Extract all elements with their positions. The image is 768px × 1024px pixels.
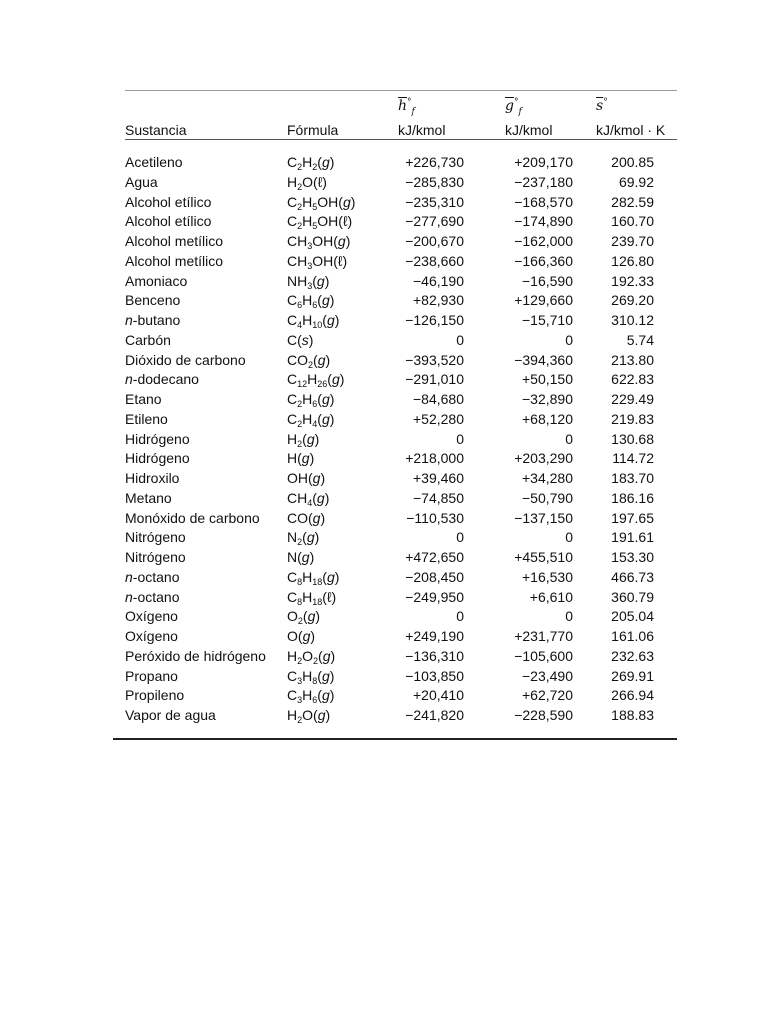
substance-name: Alcohol etílico bbox=[125, 193, 212, 210]
substance-name: Benceno bbox=[125, 292, 181, 309]
gibbs-value: −15,710 bbox=[522, 312, 573, 328]
chemical-formula: OH(g) bbox=[287, 470, 326, 486]
entropy-value: 239.70 bbox=[611, 233, 654, 249]
table-row bbox=[0, 509, 768, 529]
substance-name: n-dodecano bbox=[125, 371, 199, 388]
gibbs-value: +34,280 bbox=[522, 470, 573, 486]
table-row bbox=[0, 370, 768, 390]
table-row bbox=[0, 311, 768, 331]
substance-name: Alcohol metílico bbox=[125, 252, 224, 269]
enthalpy-value: −249,950 bbox=[405, 588, 464, 605]
header-enthalpy-unit: kJ/kmol bbox=[398, 122, 446, 138]
gibbs-value: +455,510 bbox=[514, 549, 573, 565]
entropy-value: 282.59 bbox=[611, 193, 654, 210]
header-rule bbox=[125, 139, 677, 140]
header-entropy-unit: kJ/kmol · K bbox=[596, 122, 666, 138]
gibbs-value: +50,150 bbox=[522, 371, 573, 388]
chemical-formula: O(g) bbox=[287, 628, 316, 644]
gibbs-value: −162,000 bbox=[514, 233, 573, 249]
substance-name: Peróxido de hidrógeno bbox=[125, 647, 266, 664]
substance-name: Nitrógeno bbox=[125, 529, 186, 546]
entropy-value: 126.80 bbox=[611, 252, 654, 269]
gibbs-value: +62,720 bbox=[522, 687, 573, 704]
gibbs-value: −16,590 bbox=[522, 272, 573, 289]
chemical-formula: $C_3H_6(g)$ bbox=[287, 687, 335, 706]
entropy-value: 5.74 bbox=[626, 331, 654, 348]
chemical-formula: $CO_2(g)$ bbox=[287, 351, 331, 370]
gibbs-value: −50,790 bbox=[522, 489, 573, 506]
gibbs-value: 0 bbox=[565, 331, 573, 348]
table-body bbox=[0, 153, 768, 726]
gibbs-value: −228,590 bbox=[514, 707, 573, 723]
substance-name: Oxígeno bbox=[125, 628, 178, 644]
enthalpy-value: −241,820 bbox=[405, 707, 464, 723]
enthalpy-value: −103,850 bbox=[405, 667, 464, 684]
enthalpy-value: +472,650 bbox=[405, 549, 464, 565]
table-bottom-rule bbox=[113, 738, 677, 740]
entropy-value: 269.20 bbox=[611, 292, 654, 309]
chemical-formula: $CH_3OH(\ell)$ bbox=[287, 252, 348, 271]
substance-name: Hidrógeno bbox=[125, 450, 190, 467]
substance-name: Nitrógeno bbox=[125, 549, 186, 565]
chemical-formula: $H_2O_2(g)$ bbox=[287, 647, 336, 666]
enthalpy-value: −46,190 bbox=[413, 272, 464, 289]
gibbs-value: +231,770 bbox=[514, 628, 573, 644]
chemical-formula: $C_2H_5OH(\ell)$ bbox=[287, 213, 353, 232]
entropy-value: 269.91 bbox=[611, 667, 654, 684]
gibbs-value: +209,170 bbox=[514, 154, 573, 170]
substance-name: Hidroxilo bbox=[125, 470, 180, 486]
table-row bbox=[0, 706, 768, 726]
chemical-formula: $N_2(g)$ bbox=[287, 529, 320, 548]
gibbs-value: −237,180 bbox=[514, 173, 573, 190]
table-row bbox=[0, 568, 768, 588]
table-row bbox=[0, 390, 768, 410]
substance-name: n-butano bbox=[125, 312, 181, 328]
enthalpy-value: +20,410 bbox=[413, 687, 464, 704]
entropy-value: 213.80 bbox=[611, 351, 654, 368]
chemical-formula: CO(g) bbox=[287, 509, 326, 526]
entropy-value: 188.83 bbox=[611, 707, 654, 723]
chemical-formula: $C_8H_{18}(g)$ bbox=[287, 568, 340, 587]
enthalpy-value: −285,830 bbox=[405, 173, 464, 190]
substance-name: Etano bbox=[125, 391, 162, 407]
entropy-value: 130.68 bbox=[611, 430, 654, 447]
substance-name: n-octano bbox=[125, 588, 180, 605]
enthalpy-value: 0 bbox=[456, 529, 464, 546]
table-row bbox=[0, 449, 768, 469]
substance-name: Alcohol etílico bbox=[125, 213, 212, 230]
chemical-formula: $H_2O(\ell)$ bbox=[287, 173, 327, 192]
gibbs-value: −137,150 bbox=[514, 509, 573, 526]
enthalpy-value: −200,670 bbox=[405, 233, 464, 249]
gibbs-value: −166,360 bbox=[514, 252, 573, 269]
table-row bbox=[0, 173, 768, 193]
enthalpy-value: +249,190 bbox=[405, 628, 464, 644]
table-row bbox=[0, 667, 768, 687]
substance-name: Oxígeno bbox=[125, 608, 178, 625]
enthalpy-value: −291,010 bbox=[405, 371, 464, 388]
table-row bbox=[0, 153, 768, 173]
gibbs-value: −23,490 bbox=[522, 667, 573, 684]
substance-name: Monóxido de carbono bbox=[125, 509, 260, 526]
gibbs-value: −174,890 bbox=[514, 213, 573, 230]
enthalpy-value: −126,150 bbox=[405, 312, 464, 328]
gibbs-value: −168,570 bbox=[514, 193, 573, 210]
enthalpy-value: +82,930 bbox=[413, 292, 464, 309]
table-row bbox=[0, 548, 768, 568]
entropy-value: 360.79 bbox=[611, 588, 654, 605]
chemical-formula: H(g) bbox=[287, 450, 315, 467]
table-row bbox=[0, 489, 768, 509]
chemical-formula: $H_2O(g)$ bbox=[287, 707, 331, 725]
chemical-formula: $O_2(g)$ bbox=[287, 608, 321, 627]
substance-name: n-octano bbox=[125, 568, 180, 585]
gibbs-value: −394,360 bbox=[514, 351, 573, 368]
entropy-value: 160.70 bbox=[611, 213, 654, 230]
gibbs-value: 0 bbox=[565, 608, 573, 625]
enthalpy-value: 0 bbox=[456, 430, 464, 447]
table-row bbox=[0, 252, 768, 272]
chemical-formula: $C_{12}H_{26}(g)$ bbox=[287, 371, 345, 390]
substance-name: Carbón bbox=[125, 331, 171, 348]
entropy-value: 191.61 bbox=[611, 529, 654, 546]
entropy-value: 205.04 bbox=[611, 608, 654, 625]
table-row bbox=[0, 588, 768, 608]
table-top-rule bbox=[125, 90, 677, 91]
substance-name: Alcohol metílico bbox=[125, 233, 224, 249]
table-row bbox=[0, 272, 768, 292]
entropy-value: 69.92 bbox=[618, 173, 654, 190]
chemical-formula: $C_6H_6(g)$ bbox=[287, 292, 335, 311]
table-row bbox=[0, 291, 768, 311]
gibbs-value: −105,600 bbox=[514, 647, 573, 664]
chemical-formula: N(g) bbox=[287, 549, 315, 565]
entropy-value: 622.83 bbox=[611, 371, 654, 388]
enthalpy-value: 0 bbox=[456, 331, 464, 348]
gibbs-value: +16,530 bbox=[522, 568, 573, 585]
header-substance: Sustancia bbox=[125, 122, 187, 138]
header-formula: Fórmula bbox=[287, 122, 339, 138]
table-row bbox=[0, 193, 768, 213]
entropy-value: 197.65 bbox=[611, 509, 654, 526]
table-row bbox=[0, 212, 768, 232]
table-row bbox=[0, 647, 768, 667]
enthalpy-value: +218,000 bbox=[405, 450, 464, 467]
entropy-value: 219.83 bbox=[611, 410, 654, 427]
chemical-formula: $NH_3(g)$ bbox=[287, 272, 330, 291]
substance-name: Vapor de agua bbox=[125, 707, 216, 723]
entropy-value: 266.94 bbox=[611, 687, 654, 704]
gibbs-value: +6,610 bbox=[529, 588, 573, 605]
enthalpy-value: −393,520 bbox=[405, 351, 464, 368]
entropy-value: 183.70 bbox=[611, 470, 654, 486]
table-row bbox=[0, 430, 768, 450]
enthalpy-value: −238,660 bbox=[405, 252, 464, 269]
chemical-formula: C(s) bbox=[287, 331, 314, 348]
gibbs-symbol: $\overline{g}^\circ_f$ bbox=[505, 97, 522, 117]
enthalpy-value: −74,850 bbox=[413, 489, 464, 506]
enthalpy-value: −136,310 bbox=[405, 647, 464, 664]
chemical-formula: $C_2H_2(g)$ bbox=[287, 154, 335, 172]
enthalpy-value: −235,310 bbox=[405, 193, 464, 210]
gibbs-value: +129,660 bbox=[514, 292, 573, 309]
substance-name: Dióxido de carbono bbox=[125, 351, 246, 368]
entropy-value: 186.16 bbox=[611, 489, 654, 506]
chemical-formula: $C_2H_6(g)$ bbox=[287, 391, 335, 409]
substance-name: Propileno bbox=[125, 687, 185, 704]
entropy-value: 229.49 bbox=[611, 391, 654, 407]
gibbs-value: +203,290 bbox=[514, 450, 573, 467]
table-row bbox=[0, 627, 768, 647]
footnote-blurred bbox=[113, 742, 677, 752]
enthalpy-value: −110,530 bbox=[406, 509, 464, 526]
substance-name: Etileno bbox=[125, 410, 168, 427]
substance-name: Acetileno bbox=[125, 154, 183, 170]
entropy-value: 232.63 bbox=[611, 647, 654, 664]
table-row bbox=[0, 331, 768, 351]
table-row bbox=[0, 607, 768, 627]
substance-name: Metano bbox=[125, 489, 172, 506]
entropy-value: 200.85 bbox=[611, 154, 654, 170]
gibbs-value: +68,120 bbox=[522, 410, 573, 427]
header-gibbs-unit: kJ/kmol bbox=[505, 122, 553, 138]
table-row bbox=[0, 232, 768, 252]
enthalpy-value: −84,680 bbox=[413, 391, 464, 407]
substance-name: Propano bbox=[125, 667, 178, 684]
chemical-formula: $C_8H_{18}(\ell)$ bbox=[287, 588, 337, 607]
chemical-formula: $C_2H_4(g)$ bbox=[287, 410, 335, 429]
entropy-value: 161.06 bbox=[611, 628, 654, 644]
substance-name: Hidrógeno bbox=[125, 430, 190, 447]
entropy-symbol: $\overline{s}^\circ$ bbox=[596, 97, 608, 114]
entropy-value: 153.30 bbox=[611, 549, 654, 565]
chemical-formula: $CH_4(g)$ bbox=[287, 489, 330, 508]
chemical-formula: $CH_3OH(g)$ bbox=[287, 233, 351, 251]
table-row bbox=[0, 686, 768, 706]
table-row bbox=[0, 351, 768, 371]
substance-name: Amoniaco bbox=[125, 272, 188, 289]
enthalpy-symbol: $\overline{h}^\circ_f$ bbox=[398, 97, 415, 117]
enthalpy-value: +39,460 bbox=[413, 470, 464, 486]
enthalpy-value: +226,730 bbox=[405, 154, 464, 170]
entropy-value: 192.33 bbox=[611, 272, 654, 289]
chemical-formula: $H_2(g)$ bbox=[287, 430, 320, 449]
enthalpy-value: 0 bbox=[456, 608, 464, 625]
chemical-formula: $C_4H_{10}(g)$ bbox=[287, 312, 340, 330]
chemical-formula: $C_2H_5OH(g)$ bbox=[287, 193, 356, 212]
gibbs-value: 0 bbox=[565, 529, 573, 546]
enthalpy-value: −277,690 bbox=[405, 213, 464, 230]
enthalpy-value: −208,450 bbox=[405, 568, 464, 585]
entropy-value: 466.73 bbox=[611, 568, 654, 585]
chemical-formula: $C_3H_8(g)$ bbox=[287, 667, 335, 686]
table-row bbox=[0, 469, 768, 489]
table-row bbox=[0, 410, 768, 430]
entropy-value: 310.12 bbox=[611, 312, 654, 328]
enthalpy-value: +52,280 bbox=[413, 410, 464, 427]
substance-name: Agua bbox=[125, 173, 158, 190]
gibbs-value: −32,890 bbox=[522, 391, 573, 407]
entropy-value: 114.72 bbox=[612, 450, 654, 467]
gibbs-value: 0 bbox=[565, 430, 573, 447]
table-row bbox=[0, 528, 768, 548]
